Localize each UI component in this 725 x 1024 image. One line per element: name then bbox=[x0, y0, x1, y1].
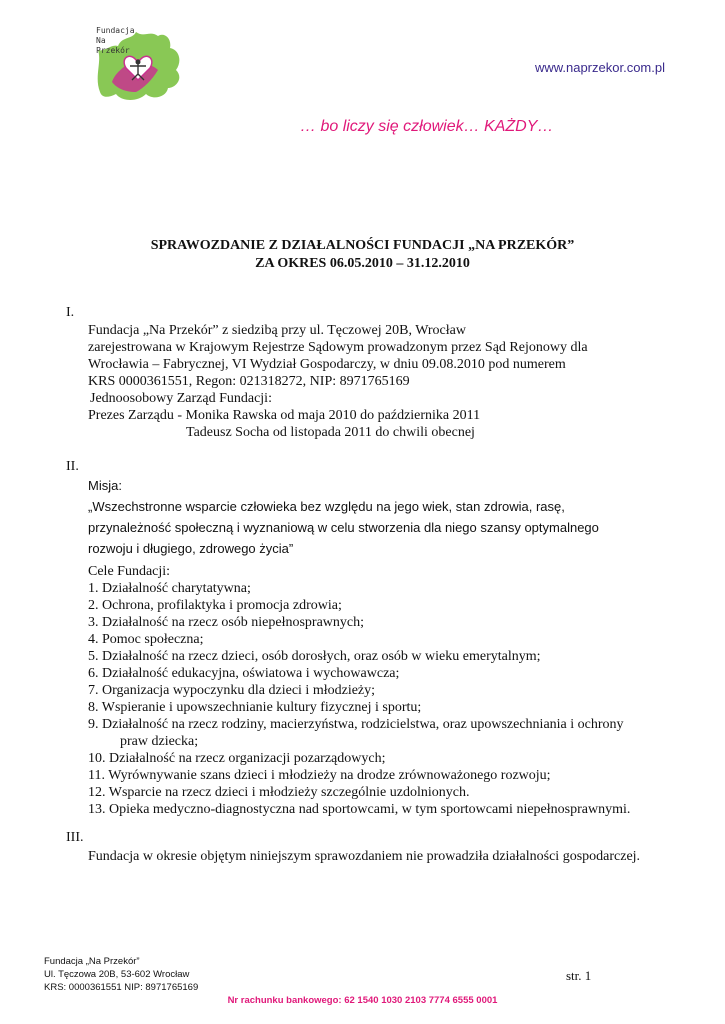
goal-item: 12. Wsparcie na rzecz dzieci i młodzieży szczególnie uzdolnionych. bbox=[88, 785, 470, 800]
bank-account: Nr rachunku bankowego: 62 1540 1030 2103 7774 6555 0001 bbox=[227, 995, 498, 1006]
section-2-numeral: II. bbox=[66, 459, 79, 474]
mission-block bbox=[88, 475, 599, 559]
goal-item: 11. Wyrównywanie szans dzieci i młodzieży na drodze zrównoważonego rozwoju; bbox=[88, 768, 551, 783]
mission-label: Misja: bbox=[88, 478, 122, 493]
goal-item: 10. Działalność na rzecz organizacji pozarządowych; bbox=[88, 751, 386, 766]
goal-item: 1. Działalność charytatywna; bbox=[88, 581, 251, 596]
goal-item: 3. Działalność na rzecz osób niepełnosprawnych; bbox=[88, 615, 365, 630]
section-1-line: KRS 0000361551, Regon: 021318272, NIP: 8971765169 bbox=[88, 374, 410, 389]
goal-item: 7. Organizacja wypoczynku dla dzieci i młodzieży; bbox=[88, 683, 376, 698]
footer-krs-nip: KRS: 0000361551 NIP: 8971765169 bbox=[44, 982, 199, 993]
section-3-numeral: III. bbox=[66, 830, 84, 845]
goals-label: Cele Fundacji: bbox=[88, 564, 171, 579]
page-number: str. 1 bbox=[566, 968, 592, 983]
goal-item: 9. Działalność na rzecz rodziny, macierzyństwa, rodzicielstwa, oraz upowszechniania i ochrony bbox=[88, 717, 624, 732]
motto: … bo liczy się człowiek… KAŻDY… bbox=[300, 118, 554, 135]
section-1-line: Fundacja „Na Przekór” z siedzibą przy ul. Tęczowej 20B, Wrocław bbox=[88, 323, 466, 338]
report-period: ZA OKRES 06.05.2010 – 31.12.2010 bbox=[255, 256, 470, 271]
section-1-line: Tadeusz Socha od listopada 2011 do chwili obecnej bbox=[186, 425, 475, 440]
goal-item: 6. Działalność edukacyjna, oświatowa i wychowawcza; bbox=[88, 666, 400, 681]
mission-line: „Wszechstronne wsparcie człowieka bez względu na jego wiek, stan zdrowia, rasę, bbox=[88, 499, 565, 514]
foundation-logo bbox=[92, 22, 192, 104]
report-title: SPRAWOZDANIE Z DZIAŁALNOŚCI FUNDACJI „NA PRZEKÓR” bbox=[150, 238, 575, 253]
section-3-text: Fundacja w okresie objętym niniejszym sprawozdaniem nie prowadziła działalności gospodarczej. bbox=[88, 849, 641, 864]
section-1-line: Jednoosobowy Zarząd Fundacji: bbox=[90, 391, 272, 406]
goal-item: 13. Opieka medyczno-diagnostyczna nad sportowcami, w tym sportowcami niepełnosprawnymi. bbox=[88, 802, 631, 817]
footer-address: Ul. Tęczowa 20B, 53-602 Wrocław bbox=[44, 969, 190, 980]
goals-list bbox=[88, 580, 630, 818]
goals-block bbox=[88, 563, 630, 818]
goal-item-continuation: praw dziecka; bbox=[120, 734, 199, 749]
mission-line: przynależność społeczną i wyznaniową w celu stworzenia dla niego szansy optymalnego bbox=[88, 520, 599, 535]
goal-item: 8. Wspieranie i upowszechnianie kultury fizycznej i sportu; bbox=[88, 700, 422, 715]
goal-item: 5. Działalność na rzecz dzieci, osób dorosłych, oraz osób w wieku emerytalnym; bbox=[88, 649, 541, 664]
mission-line: rozwoju i długiego, zdrowego życia” bbox=[88, 541, 294, 556]
section-1-line: Wrocławia – Fabrycznej, VI Wydział Gospodarczy, w dniu 09.08.2010 pod numerem bbox=[88, 357, 566, 372]
section-1-line: Prezes Zarządu - Monika Rawska od maja 2010 do października 2011 bbox=[88, 408, 481, 423]
website-link[interactable]: www.naprzekor.com.pl bbox=[534, 60, 665, 75]
footer-org-name: Fundacja „Na Przekór” bbox=[44, 956, 140, 967]
logo-text: Fundacja Na Przekór bbox=[96, 26, 135, 55]
section-1-line: zarejestrowana w Krajowym Rejestrze Sądowym prowadzonym przez Sąd Rejonowy dla bbox=[88, 340, 588, 355]
section-1-body bbox=[88, 322, 588, 441]
goal-item: 2. Ochrona, profilaktyka i promocja zdrowia; bbox=[88, 598, 342, 613]
section-1-numeral: I. bbox=[66, 305, 75, 320]
goal-item: 4. Pomoc społeczna; bbox=[88, 632, 204, 647]
